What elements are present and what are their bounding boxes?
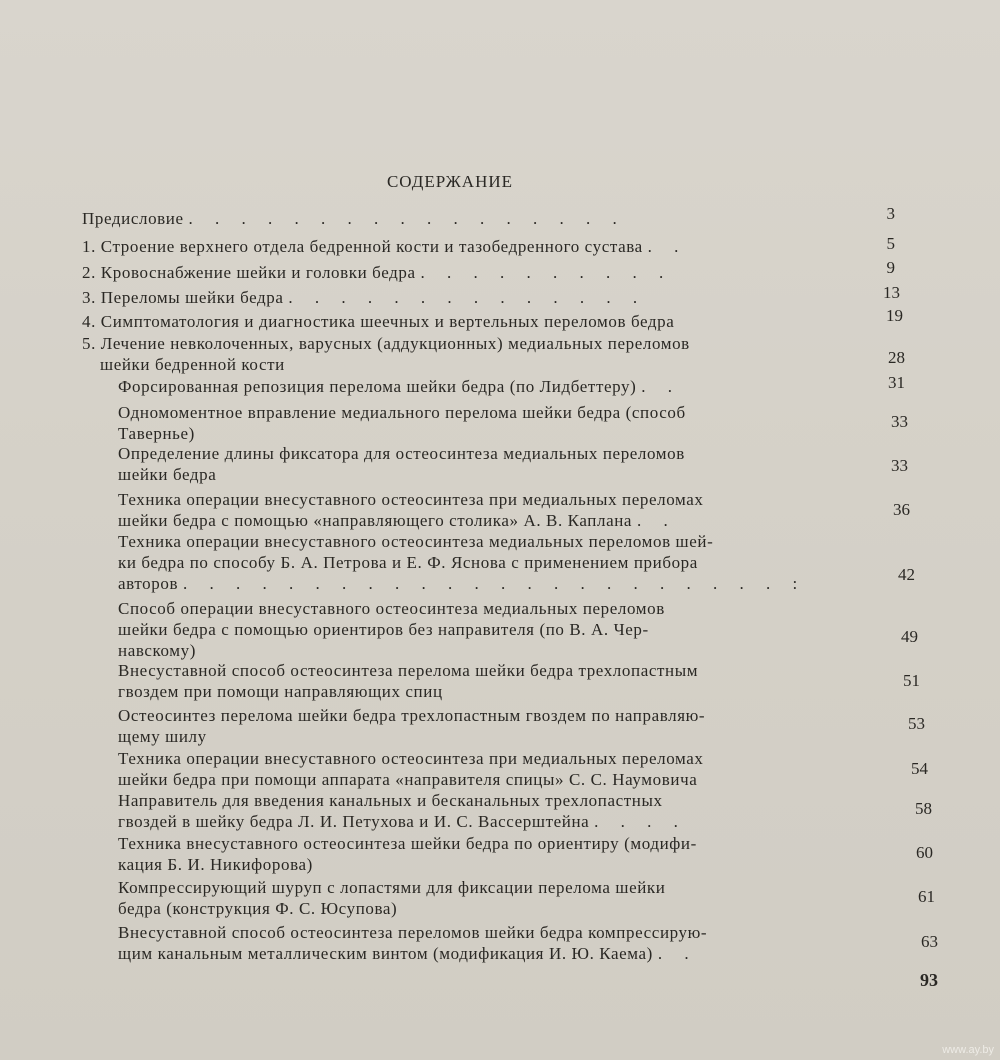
toc-page-number: 5 (886, 234, 895, 253)
toc-page-number: 54 (911, 759, 928, 778)
page-title: СОДЕРЖАНИЕ (386, 172, 514, 191)
toc-page-number: 51 (903, 671, 920, 690)
toc-page-number: 13 (883, 283, 900, 302)
toc-page-number: 42 (898, 565, 915, 584)
toc-entry-5-13: Внесуставной способ остеосинтеза переломов шейки бедра компрессирую- щим канальным металлическим винтом (модификация И. Ю. Каема) . . (118, 923, 708, 963)
toc-entry-5: 5. Лечение невколоченных, варусных (аддукционных) медиальных переломов шейки бедренной кости (82, 334, 690, 374)
toc-page-number: 58 (915, 799, 932, 818)
toc-page-number: 36 (893, 500, 910, 519)
toc-entry-5-12: Компрессирующий шуруп с лопастями для фиксации перелома шейки бедра (конструкция Ф. С. Юсупова) (118, 878, 666, 918)
toc-entry-5-10: Направитель для введения канальных и бесканальных трехлопастных гвоздей в шейку бедра Л. И. Петухова и И. С. Вассерштейна . . . . (118, 791, 687, 831)
toc-page-number: 33 (891, 412, 908, 431)
toc-page-number: 3 (886, 204, 895, 223)
toc-page-number: 28 (888, 348, 905, 367)
page-number-folio: 93 (920, 970, 938, 990)
toc-entry-5-5: Техника операции внесуставного остеосинтеза медиальных переломов шей- ки бедра по способу Б. А. Петрова и Е. Ф. Яснова с применением прибора авторов . . . . . . . . . . . . . . . . . . . . . . . : (118, 532, 807, 593)
toc-entry-5-9: Техника операции внесуставного остеосинтеза при медиальных переломах шейки бедра при помощи аппарата «направителя спицы» С. С. Наумовича (118, 749, 704, 789)
toc-page-number: 49 (901, 627, 918, 646)
toc-page-number: 60 (916, 843, 933, 862)
toc-page-number: 61 (918, 887, 935, 906)
watermark: www.ay.by (942, 1044, 994, 1056)
toc-entry-1: 1. Строение верхнего отдела бедренной кости и тазобедренного сустава . . (82, 237, 688, 256)
toc-entry-3: 3. Переломы шейки бедра . . . . . . . . . . . . . . (82, 288, 647, 307)
toc-page-number: 9 (886, 258, 895, 277)
toc-page-number: 31 (888, 373, 905, 392)
toc-page-number: 33 (891, 456, 908, 475)
toc-page-number: 19 (886, 306, 903, 325)
toc-entry-preface: Предисловие . . . . . . . . . . . . . . . . . (82, 209, 626, 228)
toc-entry-5-11: Техника внесуставного остеосинтеза шейки бедра по ориентиру (модифи- кация Б. И. Никифорова) (118, 834, 697, 874)
toc-page-number: 63 (921, 932, 938, 951)
toc-page-number: 53 (908, 714, 925, 733)
toc-entry-5-6: Способ операции внесуставного остеосинтеза медиальных переломов шейки бедра с помощью ориентиров без направителя (по В. А. Чер- навскому) (118, 599, 665, 660)
toc-entry-5-8: Остеосинтез перелома шейки бедра трехлопастным гвоздем по направляю- щему шилу (118, 706, 706, 746)
toc-entry-2: 2. Кровоснабжение шейки и головки бедра . . . . . . . . . . (82, 263, 673, 282)
toc-entry-5-3: Определение длины фиксатора для остеосинтеза медиальных переломов шейки бедра (118, 444, 685, 484)
toc-entry-4: 4. Симптоматология и диагностика шеечных и вертельных переломов бедра (82, 312, 675, 331)
toc-entry-5-2: Одномоментное вправление медиального перелома шейки бедра (способ Тавернье) (118, 403, 686, 443)
toc-entry-5-4: Техника операции внесуставного остеосинтеза при медиальных переломах шейки бедра с помощью «направляющего столика» А. В. Каплана . . (118, 490, 704, 530)
toc-entry-5-1: Форсированная репозиция перелома шейки бедра (по Лидбеттеру) . . (118, 377, 681, 396)
toc-entry-5-7: Внесуставной способ остеосинтеза перелома шейки бедра трехлопастным гвоздем при помощи направляющих спиц (118, 661, 699, 701)
